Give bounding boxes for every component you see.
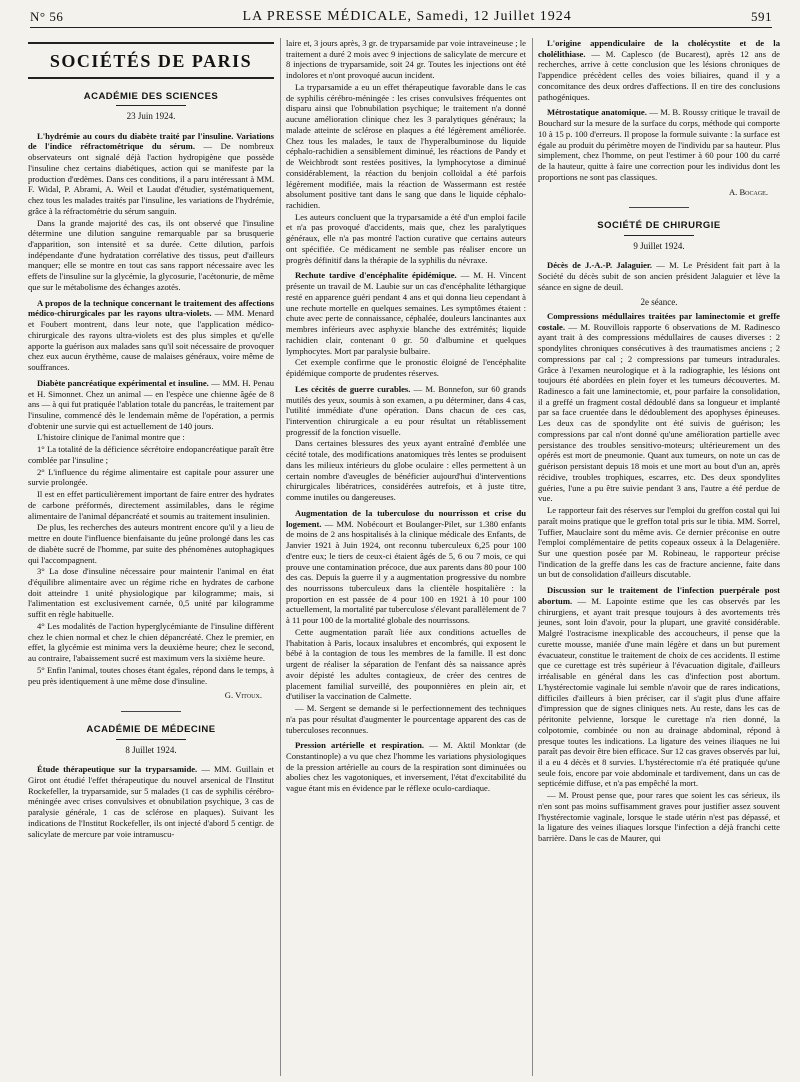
article-body: — MM. Nobécourt et Boulanger-Pilet, sur 1.380 enfants de moins de 2 ans hospitalisés à la clinique médicale des Enfants, de Janvier 1921 à Juin 1924, ont reconnu tuberculeux 6,25 pour 100 d'entre eux; le tiers de ceux-ci étaient âgés de 5, 6 ou 7 mois, ce qui prouve une contamination précoce, due aux parents dans 80 pour 100 des cas. Depuis la guerre il y a augmentation progressive du nombre des nourrissons tuberculeux dans la clientèle hospitalière : la proportion en est passée de 4 pour 100 en 1921 à 10 pour 100 actuellement, la mortalité par tuberculose s'élevant parallèlement de 7 à 11 pour 100 de la mortalité globale des nourrissons. xyxy=(286,518,526,626)
section-separator xyxy=(629,207,689,208)
article-body: — M. Rouvillois rapporte 6 observations de M. Radinesco ayant trait à des compressions médullaires de causes diverses : 2 spondylites chroniques consécutives à des traumatismes anciens ; 2 compressions par cal ; 2 compressions par tumeurs intradurales. Grâce à l'examen neurologique et à la radiographie, les lésions ont toujours été abordées en plein foyer et les tumeurs découvertes. M. Radinesco a fait une laminectomie, et, pour parfaire la consolidation, il a greffé un fragment costal dédoublé dans sa longueur et implanté par sa face cruentée dans le dédoublement des apophyses épineuses. Les deux cas de spondylite ont été suivis de guérison; les compressions par cal n'ont donné qu'une amélioration partielle avec persistance des troubles sensitivo-moteurs; ultérieurement un des opérés est mort de pneumonie. Quant aux tumeurs, on note un cas de guérison persistant depuis 18 mois et une mort au bout d'un an, après récidive, troubles trophiques, escarres, etc. Des deux spondylites guéries, l'une a pu être suivie pendant 3 ans, l'autre a été perdue de vue. xyxy=(538,321,780,504)
section-banner: SOCIÉTÉS DE PARIS xyxy=(28,42,274,79)
heading-rule xyxy=(116,739,186,740)
article-body: — M. Aktil Monktar (de Constantinople) a vu que chez l'homme les variations physiologiques de la pression artérielle au cours de la respiration sont diminuées ou abolies chez les vagotoniques, et inversement, l'état d'excitabilité du vague étant mis en évidence par le réflexe oculo-cardiaque. xyxy=(286,740,526,794)
column-3 xyxy=(532,38,780,1076)
article-paragraph xyxy=(28,298,274,373)
session-date: 23 Juin 1924. xyxy=(126,111,176,122)
article-title: Étude thérapeutique sur la tryparsamide. xyxy=(37,764,198,775)
article-paragraph: — M. Proust pense que, pour rares que soient les cas sérieux, ils n'en sont pas moins suffisamment graves pour justifier assez souvent l'hystérectomie vaginale, lorsque le stade utérin n'est pas dépassé, et la ligature des veines iliaques lorsque l'infection a déjà franchi cette barrière. Dans le cas de Maurer, qui xyxy=(538,790,780,844)
article-title: Compressions médullaires traitées par laminectomie et greffe costale. xyxy=(538,310,780,332)
article-paragraph: 1° La totalité de la déficience sécrétoire endopancréatique paraît être comblée par l'insuline ; xyxy=(28,444,274,465)
article-title: L'hydrémie au cours du diabète traité par l'insuline. Variations de l'indice réfractométrique du sérum. xyxy=(28,130,274,152)
article-paragraph xyxy=(538,260,780,292)
article-body: — MM. H. Penau et H. Simonnet. Chez un animal — en l'espèce une chienne âgée de 8 ans — à qui fut pratiquée l'ablation totale du pancréas, le traitement par l'insuline, commencé dès le lendemain même de l'opération, a permis d'obtenir une survie qui est actuellement de 140 jours. xyxy=(28,377,274,431)
article-paragraph: Cet exemple confirme que le pronostic éloigné de l'encéphalite épidémique comporte de prudentes réserves. xyxy=(286,357,526,379)
article-body: — M. Lapointe estime que les cas observés par les chirurgiens, et ayant trait presque toujours à des avortements très jeunes, sont loin d'avoir, pour la plupart, une gravité considérable. Malgré l'ostracisme inexplicable des accoucheurs, il pense que la curette mousse, maniée d'une main légère et dans un but purement évacuateur, constitue le traitement de choix de ces accidents. Il estime que ce curettage est très supérieur à l'évacuation digitale, d'ailleurs irréalisable en général dans les cas d'infection post abortum. L'hystérectomie vaginale lui semble n'avoir que de rares indications, difficiles d'ailleurs à bien préciser, car il s'agit plus d'une affaire d'impression que de signes cliniques nets. Au reste, dans les cas de péritonite pelvienne, lorsque le curettage n'a rien donné, la colpotomie, combinée ou non au drainage abdominal, répond à presque toutes les indications. La ligature des veines iliaques ne lui paraît pas devoir être bien efficace. Sur 12 cas graves observés par lui, il a eu 4 décès et 8 survies. L'hystérectomie n'a été pratiquée qu'une seule fois, encore par voie abdominale et tardivement, dans un cas de septicémie diffuse, et n'a pas empêché la mort. xyxy=(538,595,780,789)
academie-medecine-heading: ACADÉMIE DE MÉDECINE xyxy=(86,724,216,736)
page-number: 591 xyxy=(750,8,772,24)
article-paragraph: La tryparsamide a eu un effet thérapeutique favorable dans le cas de syphilis cérébro-méningée : les crises convulsives fréquentes ont disparu ainsi que l'obnubilation psychique; le traitement n'a donné aucune amélioration clinique chez les 3 paralytiques généraux; la malade atteinte de sclérose en plaques a été légèrement améliorée. Chez tous les malades, le taux de l'hyperalbuminose du liquide céphalo-rachidien a sensiblement diminué, les réactions de Pandy et de Weichbrodt sont restées positives, la lymphocytose a diminué considérablement, la réaction du benjoin colloïdal a été parfois légèrement modifiée, mais la réaction de Wassermann est restée absolument positive tant dans le sang que dans le liquide céphalo-rachidien. xyxy=(286,81,526,211)
academie-sciences-heading: ACADÉMIE DES SCIENCES xyxy=(83,90,219,102)
article-paragraph: Dans la grande majorité des cas, ils ont observé que l'insuline détermine une dilution sanguine remarquable par sa brusquerie d'apparition, son intensité et sa durée. Cette dilution, parfois indépendante d'une hydratation corrélative des tissus, peut d'ailleurs manquer; elle se montre en tout cas sans rapport nécessaire avec les effets de l'insuline sur la glycémie, la glycosurie, l'acétonurie, de même que sur le métabolisme des échanges azotés. xyxy=(28,217,274,292)
article-paragraph: Dans certaines blessures des yeux ayant entraîné d'emblée une cécité totale, des modifications anatomiques très lentes se produisent dans les milieux intérieurs du globe oculaire : elles permettent à un certain nombre d'aveugles de bénéficier aujourd'hui d'interventions chirurgicales libératrices, considérées autrefois, et à juste titre, comme inutiles ou dangereuses. xyxy=(286,438,526,503)
article-paragraph: 3° La dose d'insuline nécessaire pour maintenir l'animal en état d'équilibre alimentaire avec un régime riche en hydrates de carbone doit atteindre 1 unité physiologique par kilogramme; mais, si l'alimentation est exclusivement carnée, 0,5 unité par kilogramme suffit en règle habituelle. xyxy=(28,566,274,620)
heading-rule xyxy=(624,235,694,236)
article-paragraph: Les auteurs concluent que la tryparsamide a été d'un emploi facile et n'a pas provoqué d'accidents, mais que, chez les paralytiques généraux, elle n'a pas montré l'action curative que certains auteurs ont spécifiée. Ce médicament ne semble pas réaliser encore un progrès définitif dans la thérapie de la syphilis du névraxe. xyxy=(286,211,526,265)
article-paragraph: 4° Les modalités de l'action hyperglycémiante de l'insuline diffèrent chez le chien normal et chez le chien dépancréaté. Chez le premier, en effet, la glycémie est minima vers la deuxième heure; chez le second, au contraire, l'abaissement sucré est maximum vers la sixième heure. xyxy=(28,620,274,664)
article-paragraph xyxy=(286,384,526,438)
article-title: Pression artérielle et respiration. xyxy=(295,740,425,751)
session-subheading: 2e séance. xyxy=(640,296,678,307)
article-paragraph xyxy=(286,740,526,794)
article-paragraph: Il est en effet particulièrement important de faire entrer des hydrates de carbone préformés, directement assimilables, dans le régime alimentaire de l'animal dépancréaté et soumis au traitement insulinien. xyxy=(28,489,274,521)
article-paragraph xyxy=(286,508,526,626)
article-paragraph: laire et, 3 jours après, 3 gr. de tryparsamide par voie intraveineuse ; le traitement a duré 2 mois avec 9 injections de salicylate de mercure et 8 injections de tryparsamide, soit 24 gr. Toutes les injections ont été indolores et n'ont provoqué aucun incident. xyxy=(286,38,526,81)
article-paragraph: 5° Enfin l'animal, toutes choses étant égales, répond dans le temps, à peu près identiquement à une même dose d'insuline. xyxy=(28,664,274,686)
signature: G. Vitoux. xyxy=(224,690,262,701)
heading-rule xyxy=(116,105,186,106)
article-body: — MM. Menard et Foubert montrent, dans leur note, que l'application médico-chirurgicale des rayons ultra-violets est des plus simples et qu'elle apporte la guérison aux malades sans qu'il soit nécessaire de provoquer chez eux aucun érythème, cause de malaises généraux, voire même de souffrances. xyxy=(28,308,274,373)
article-paragraph: Le rapporteur fait des réserves sur l'emploi du greffon costal qui lui paraît moins pratique que le greffon total pris sur le tibia. MM. Sorrel, Tuffier, Mauclaire sont du même avis. Ce dernier préconise en outre l'emploi complémentaire de petits copeaux osseux à la Delagenière. Sur une question posée par M. Robineau, le rapporteur précise l'indication de la greffe dans les cas de fracture ancienne, faite dans un but de consolidation d'ailleurs discutable. xyxy=(538,505,780,580)
article-title: L'origine appendiculaire de la cholécystite et de la cholélithiase. xyxy=(538,38,780,59)
article-title: A propos de la technique concernant le traitement des affections médico-chirurgicales par les rayons ultra-violets. xyxy=(28,297,274,319)
article-paragraph xyxy=(538,585,780,789)
article-paragraph: De plus, les recherches des auteurs montrent encore qu'il y a lieu de mettre en doute l'influence bienfaisante du jeûne prolongé dans les cas de diabète sucré de l'homme, par suite des phénomènes autophagiques qui l'accompagnent. xyxy=(28,522,274,565)
societe-chirurgie-heading: SOCIÉTÉ DE CHIRURGIE xyxy=(597,220,721,232)
article-paragraph xyxy=(286,270,526,356)
article-title: Augmentation de la tuberculose du nourrisson et crise du logement. xyxy=(286,507,526,529)
article-body: — M. Le Président fait part à la Société du décès subit de son ancien président Jalaguier et lève la séance en signe de deuil. xyxy=(538,260,780,292)
article-body: — De nombreux observateurs ont signalé déjà l'action hydropigène que possède l'insuline chez certains diabétiques, action qui se manifeste par la production d'œdèmes. Dans ces conditions, il a paru intéressant à MM. F. Widal, P. Abrami, A. Weil et Laudat d'étudier, systématiquement, chez tous les malades traités par l'insuline, les variations de l'hydrémie, grâce à la réfractométrie du sérum sanguin. xyxy=(28,141,274,216)
article-body: — M. B. Roussy critique le travail de Bouchard sur la mesure de la surface du corps, méthode qui comporte 10 à 15 p. 100 d'erreurs. Il propose la formule suivante : la surface est égale au produit du périmètre moyen de l'individu par sa hauteur. Plus simplement, chez l'homme, on peut l'estimer à 60 pour 100 du carré de la hauteur, quitte à faire une correction pour les individus dont les proportions ne sont pas classiques. xyxy=(538,107,780,182)
article-body: — M. H. Vincent présente un travail de M. Laubie sur un cas d'encéphalite léthargique resté en apparence guéri pendant 4 ans et qui donna lieu cependant à une rechute mortelle en quelques semaines. Les symptômes étaient : chute avec perte de connaissance, céphalée, douleurs lancinantes aux membres inférieurs avec asphyxie blanche des extrémités; liquide rachidien clair, contenant 0 gr. 50 d'albumine et quelques lymphocytes. Mort par paralysie bulbaire. xyxy=(286,270,526,356)
article-paragraph: Cette augmentation paraît liée aux conditions actuelles de l'habitation à Paris, locaux insalubres et encombrés, qui exposent le bébé à la contagion de tous les membres de la famille. Il est donc urgent de réaliser la séparation de l'enfant dès sa naissance après avoir dépisté les adultes contagieux, de créer des centres de placement familial surveillé, des pouponnières en plein air, et d'utiliser la vaccination de Calmette. xyxy=(286,626,526,702)
article-paragraph xyxy=(538,107,780,182)
article-title: Métrostatique anatomique. xyxy=(547,107,647,118)
article-body: — M. Bonnefon, sur 60 grands mutilés des yeux, soumis à son examen, a pu déterminer, dans 4 cas, l'utilité immédiate d'une opération. Dans chacun de ces cas, l'intervention chirurgicale a eu pour résultat un rétablissement progressif de la fonction visuelle. xyxy=(286,383,526,437)
page-header xyxy=(30,6,772,28)
article-paragraph xyxy=(28,378,274,432)
article-paragraph xyxy=(538,38,780,102)
article-body: — M. Caplesco (de Bucarest), après 12 ans de recherches, arrive à cette conclusion que les lésions chroniques de l'appendice précèdent celles des voies biliaires, quand il y a concomitance des deux ordres d'affections. Il en tire des conclusions pathogéniques. xyxy=(538,48,780,102)
article-title: Discussion sur le traitement de l'infection puerpérale post abortum. xyxy=(538,585,780,606)
article-title: Diabète pancréatique expérimental et insuline. xyxy=(37,377,209,388)
article-paragraph xyxy=(28,764,274,839)
article-title: Les cécités de guerre curables. xyxy=(295,383,411,394)
article-paragraph xyxy=(28,131,274,217)
article-paragraph: — M. Sergent se demande si le perfectionnement des techniques n'a pas pour résultat d'augmenter le pourcentage apparent des cas de tuberculoses reconnues. xyxy=(286,703,526,735)
article-title: Rechute tardive d'encéphalite épidémique. xyxy=(295,270,457,281)
session-date: 9 Juillet 1924. xyxy=(633,241,685,252)
article-paragraph xyxy=(538,311,780,504)
signature: A. Bocage. xyxy=(728,186,768,197)
column-1 xyxy=(28,38,274,1076)
issue-number: N° 56 xyxy=(30,8,64,24)
column-2 xyxy=(280,38,526,1076)
section-separator xyxy=(121,711,181,712)
article-paragraph: 2° L'influence du régime alimentaire est capitale pour assurer une survie prolongée. xyxy=(28,466,274,488)
article-body: — MM. Guillain et Girot ont étudié l'effet thérapeutique du nouvel arsenical de l'Institut Rockefeller, la tryparsamide, sur 5 malades (1 cas de syphilis cérébro-méningée avec crises convulsives et obnubilation psychique, 3 cas de paralysie générale, 1 cas de sclérose en plaques). Suivant les indications de l'Institut Rockefeller, ils ont injecté d'abord 5 centigr. de salicylate de mercure par voie intramuscu- xyxy=(28,764,274,839)
article-paragraph: L'histoire clinique de l'animal montre que : xyxy=(37,432,185,443)
session-date: 8 Juillet 1924. xyxy=(125,744,177,755)
journal-title: LA PRESSE MÉDICALE, Samedi, 12 Juillet 1924 xyxy=(242,8,572,24)
article-title: Décès de J.-A.-P. Jalaguier. xyxy=(547,260,653,271)
